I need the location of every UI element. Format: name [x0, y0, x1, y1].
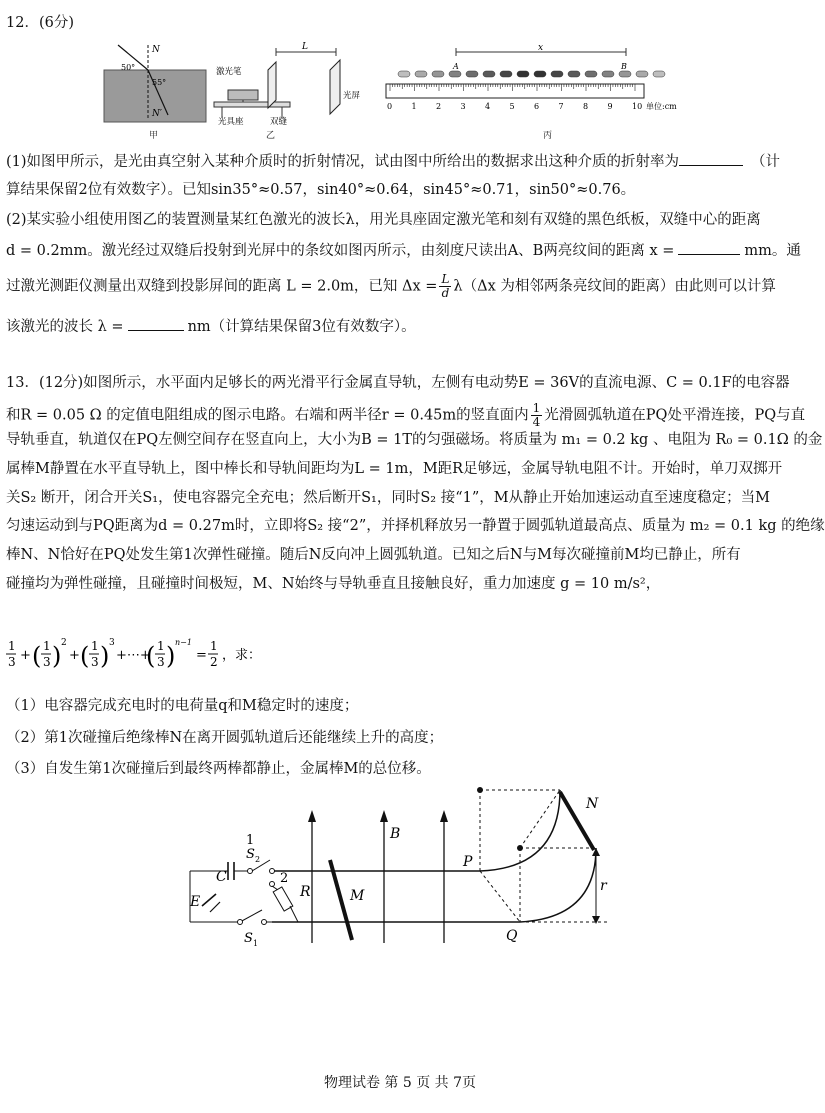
bright-fringe — [602, 71, 614, 77]
ruler-tick-label: 0 — [387, 102, 393, 111]
figure-bing-fringes-ruler — [380, 40, 700, 120]
series-plus-2: + — [69, 648, 80, 663]
figure-jia-refraction — [100, 40, 210, 125]
q12-part2-text-c: mm。通 — [744, 243, 801, 259]
q12-part2-text-e1: 该激光的波长 λ = — [6, 319, 124, 335]
bar-label-M: M — [350, 888, 365, 904]
series-term2-num: 1 — [43, 639, 51, 653]
double-slit-label: 双缝 — [270, 117, 288, 127]
q13-line4: 属棒M静置在水平直导轨上，图中棒长和导轨间距均为L = 1m，M距R足够远，金属导轨电阻不计。开始时，单刀双掷开 — [6, 461, 783, 477]
series-term1-num: 1 — [8, 639, 16, 653]
switch-S2-sub: 2 — [255, 855, 261, 864]
normal-label-n: N — [152, 45, 160, 55]
fringe-label-B: B — [621, 62, 627, 71]
caption-jia: 甲 — [149, 131, 159, 141]
answer-blank-distance-x[interactable] — [678, 240, 740, 255]
ruler-tick-label: 3 — [460, 102, 466, 111]
q13-line3: 导轨垂直，轨道仅在PQ左侧空间存在竖直向上，大小为B = 1T的匀强磁场。将质量为 m₁ = 0.2 kg 、电阻为 R₀ = 0.1Ω 的金 — [6, 432, 823, 448]
svg-text:(: ( — [80, 642, 90, 670]
bright-fringe — [636, 71, 648, 77]
series-exp-3: 3 — [109, 638, 115, 648]
fraction-quarter — [531, 402, 543, 429]
point-label-Q: Q — [506, 928, 518, 944]
ruler-tick-label: 1 — [411, 102, 417, 111]
bright-fringe — [398, 71, 410, 77]
source-label-E: E — [190, 894, 201, 910]
bright-fringe — [415, 71, 427, 77]
point-label-P: P — [463, 854, 473, 870]
q13-line8: 碰撞均为弹性碰撞，且碰撞时间极短，M、N始终与导轨垂直且接触良好，重力加速度 g = 10 m/s²， — [6, 576, 661, 592]
series-formula — [6, 636, 262, 676]
q13-sub3: （3）自发生第1次碰撞后到最终两棒都静止，金属棒M的总位移。 — [6, 761, 431, 777]
series-half-num: 1 — [210, 639, 218, 653]
q12-part2-line1: (2)某实验小组使用图乙的装置测量某红色激光的波长λ，用光具座固定激光笔和刻有双缝的黑色纸板，双缝中心的距离 — [6, 212, 761, 228]
ruler-unit-label: 单位:cm — [646, 102, 677, 111]
metal-bar-M — [330, 860, 352, 940]
series-term1-den: 3 — [8, 655, 16, 669]
quarter-denominator: 4 — [532, 415, 541, 429]
q13-sub1: （1）电容器完成充电时的电荷量q和M稳定时的速度； — [6, 698, 359, 714]
bright-fringe — [585, 71, 597, 77]
ruler-tick-label: 5 — [509, 102, 515, 111]
q13-line2-text-a: 和R = 0.05 Ω 的定值电阻组成的图示电路。右端和两半径r = 0.45m的竖直面内 — [6, 407, 529, 424]
bright-fringe — [568, 71, 580, 77]
series-ellipsis: +⋯+ — [116, 648, 151, 663]
resistor-label-R: R — [300, 884, 311, 900]
figure-yi-apparatus — [210, 40, 370, 125]
q12-part1-text-b: （计 — [751, 154, 781, 170]
q13-line6: 匀速运动到与PQ距离为d = 0.27m时，立即将S₂ 接“2”，并择机释放另一静置于圆弧轨道最高点、质量为 m₂ = 0.1 kg 的绝缘 — [6, 518, 825, 534]
series-term2-den: 3 — [43, 655, 51, 669]
answer-blank-wavelength[interactable] — [128, 316, 184, 331]
angle-label-50: 50° — [121, 63, 136, 72]
q12-part2-text-d1: 过激光测距仪测量出双缝到投影屏间的距离 L = 2.0m，已知 Δx = — [6, 278, 438, 295]
answer-blank-refractive-index[interactable] — [679, 151, 743, 166]
q12-part2-line2 — [6, 240, 801, 261]
capacitor-label-C: C — [216, 869, 227, 885]
ruler-tick-label: 2 — [436, 102, 442, 111]
page-footer: 物理试卷 第 5 页 共 7页 — [323, 1075, 477, 1091]
series-term3-den: 3 — [91, 655, 99, 669]
bright-fringe — [466, 71, 478, 77]
svg-text:(: ( — [32, 642, 42, 670]
series-termn-num: 1 — [157, 639, 165, 653]
fraction-denominator-d: d — [441, 286, 450, 300]
q12-part2-text-d2: λ（Δx 为相邻两条亮纹间的距离）由此则可以计算 — [453, 278, 776, 295]
svg-text:=: = — [196, 648, 207, 663]
svg-text:(: ( — [146, 642, 156, 670]
bright-fringe — [500, 71, 512, 77]
fringe-distance-x: x — [538, 43, 544, 53]
q13-line2 — [6, 402, 805, 429]
q13-line1: 13．(12分)如图所示，水平面内足够长的两光滑平行金属直导轨，左侧有电动势E = 36V的直流电源、C = 0.1F的电容器 — [6, 375, 790, 391]
normal-label-n2: N′ — [152, 109, 162, 119]
field-label-B: B — [390, 826, 401, 842]
series-termn-den: 3 — [157, 655, 165, 669]
ruler-tick-label: 10 — [632, 102, 643, 111]
bright-fringe — [653, 71, 665, 77]
caption-yi: 乙 — [266, 131, 276, 141]
switch-S2-label: S — [246, 847, 255, 862]
switch-S1-label: S — [244, 931, 253, 946]
switch-contact-1: 1 — [246, 833, 255, 848]
svg-text:): ) — [52, 642, 62, 670]
bright-fringe — [534, 71, 546, 77]
formula-fraction-L-over-d — [439, 273, 451, 300]
q12-part2-line4 — [6, 316, 416, 337]
bright-fringe — [551, 71, 563, 77]
distance-label-L: L — [302, 42, 308, 52]
caption-bing: 丙 — [543, 131, 553, 141]
series-exp-n: n−1 — [175, 638, 192, 647]
bright-fringe — [449, 71, 461, 77]
ruler-tick-label: 4 — [485, 102, 491, 111]
series-half-den: 2 — [210, 655, 218, 669]
q13-line5: 关S₂ 断开，闭合开关S₁，使电容器完全充电；然后断开S₁，同时S₂ 接“1”，M从静止开始加速运动直至速度稳定；当M — [6, 490, 770, 506]
screen-label: 光屏 — [343, 91, 361, 101]
laser-pen-label: 激光笔 — [216, 67, 242, 77]
q12-part1-text-a: (1)如图甲所示，是光由真空射入某种介质时的折射情况，试由图中所给出的数据求出这种介质的折射率为 — [6, 154, 680, 170]
switch-contact-2: 2 — [280, 871, 289, 886]
optical-bench-label: 光具座 — [218, 117, 244, 127]
quarter-numerator: 1 — [532, 401, 541, 415]
bright-fringe — [483, 71, 495, 77]
fringe-label-A: A — [453, 62, 459, 71]
ruler-tick-label: 8 — [583, 102, 589, 111]
fraction-numerator-L: L — [441, 272, 450, 286]
svg-text:): ) — [100, 642, 110, 670]
q12-part2-text-b: d = 0.2mm。激光经过双缝后投射到光屏中的条纹如图丙所示，由刻度尺读出A、B两亮纹间的距离 x = — [6, 243, 675, 259]
svg-text:): ) — [166, 642, 176, 670]
bright-fringe — [432, 71, 444, 77]
q13-sub2: （2）第1次碰撞后绝缘棒N在离开圆弧轨道后还能继续上升的高度； — [6, 730, 444, 746]
q13-line7: 棒N、N恰好在PQ处发生第1次弹性碰撞。随后N反向冲上圆弧轨道。已知之后N与M每次碰撞前M均已静止，所有 — [6, 547, 741, 563]
q12-part2-text-e2: nm（计算结果保留3位有效数字）。 — [187, 319, 416, 335]
bright-fringe — [517, 71, 529, 77]
series-term3-num: 1 — [91, 639, 99, 653]
series-exp-2: 2 — [61, 638, 67, 648]
series-plus-1: + — [20, 648, 31, 663]
q12-part1-line2: 算结果保留2位有效数字）。已知sin35°≈0.57，sin40°≈0.64，sin45°≈0.71，sin50°≈0.76。 — [6, 182, 636, 198]
q12-part2-line3 — [6, 273, 776, 300]
switch-S1-sub: 1 — [253, 939, 259, 948]
ruler-tick-label: 6 — [534, 102, 540, 111]
radius-label-r: r — [600, 878, 607, 894]
q12-part1-line1 — [6, 151, 780, 172]
angle-label-55: 55° — [152, 78, 167, 87]
bright-fringe — [619, 71, 631, 77]
q12-header: 12．(6分) — [6, 15, 74, 31]
q13-line2-text-b: 光滑圆弧轨道在PQ处平滑连接，PQ与直 — [544, 407, 806, 424]
figure-circuit-track — [180, 778, 620, 958]
bar-label-N: N — [586, 796, 599, 812]
ruler-tick-label: 7 — [558, 102, 564, 111]
ruler-tick-label: 9 — [607, 102, 613, 111]
svg-text:，求：: ，求： — [222, 648, 262, 663]
